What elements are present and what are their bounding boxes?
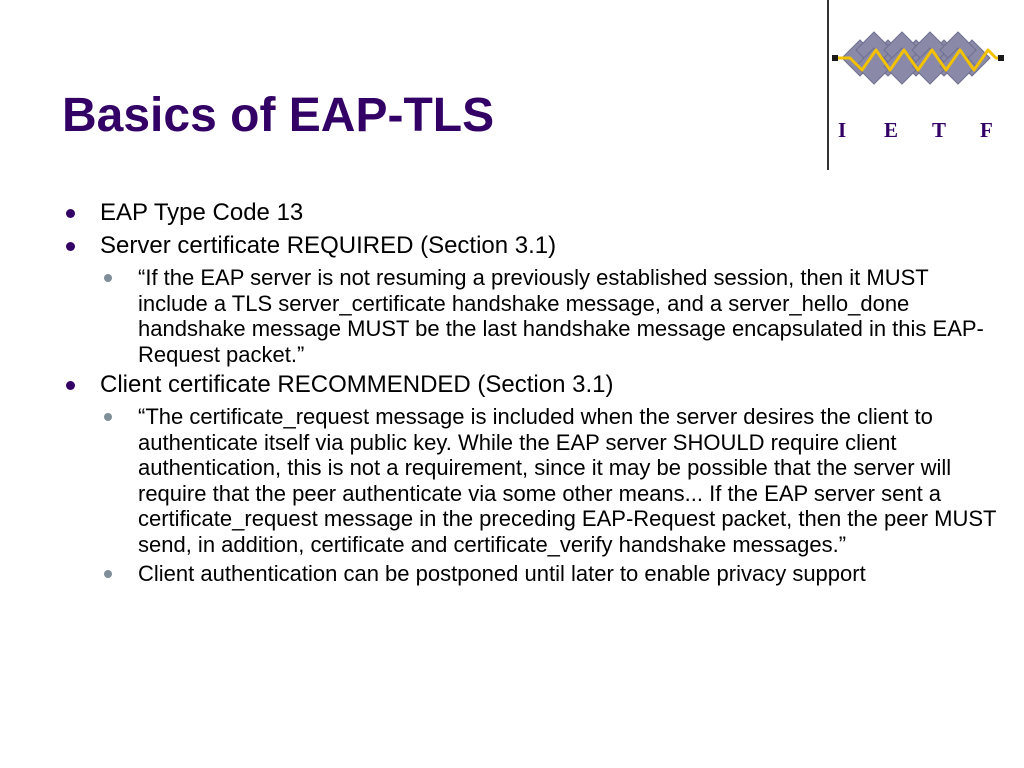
- logo-letter-f: F: [980, 118, 993, 142]
- sub-bullet-text: “If the EAP server is not resuming a previously established session, then it MUST include a TLS server_certificate handshake message, and a server_hello_done handshake message MUST be the last handshake message encapsulated in this EAP-Request packet.”: [138, 265, 984, 367]
- slide-body: [62, 195, 1002, 587]
- bullet-dot-icon: [66, 209, 75, 218]
- bullet-dot-icon: [66, 381, 75, 390]
- bullet-dot-icon: [66, 242, 75, 251]
- sub-bullet-dot-icon: [104, 413, 112, 421]
- logo-letter-i: I: [838, 118, 847, 142]
- bullet-item: [62, 370, 1002, 400]
- bullet-item: [62, 198, 1002, 228]
- bullet-list: [62, 198, 1002, 587]
- sub-bullet-text: Client authentication can be postponed until later to enable privacy support: [138, 561, 866, 586]
- bullet-text: EAP Type Code 13: [100, 199, 304, 226]
- bullet-text: Server certificate REQUIRED (Section 3.1): [100, 232, 557, 259]
- bullet-item: [62, 231, 1002, 261]
- ietf-logo-diamonds-icon: [832, 28, 1004, 88]
- sub-bullet-dot-icon: [104, 570, 112, 578]
- logo-letter-e: E: [884, 118, 899, 142]
- bullet-text: Client certificate RECOMMENDED (Section 3.1): [100, 371, 614, 398]
- slide-title: Basics of EAP-TLS: [62, 89, 495, 142]
- ietf-logo: [832, 28, 1004, 142]
- sub-bullet-dot-icon: [104, 274, 112, 282]
- sub-bullet-text: “The certificate_request message is included when the server desires the client to authenticate itself via public key. While the EAP server SHOULD require client authentication, this is not a requirement, since it may be possible that the server will require that the peer authenticate via some other means... If the EAP server sent a certificate_request message in the preceding EAP-Request packet, then the peer MUST send, in addition, certificate and certificate_verify handshake messages.”: [138, 404, 997, 557]
- sub-bullet-item: [62, 265, 1002, 367]
- sub-bullet-item: [62, 561, 1002, 587]
- logo-letter-t: T: [932, 118, 947, 142]
- sub-bullet-item: [62, 404, 1002, 557]
- logo-divider: [827, 0, 829, 170]
